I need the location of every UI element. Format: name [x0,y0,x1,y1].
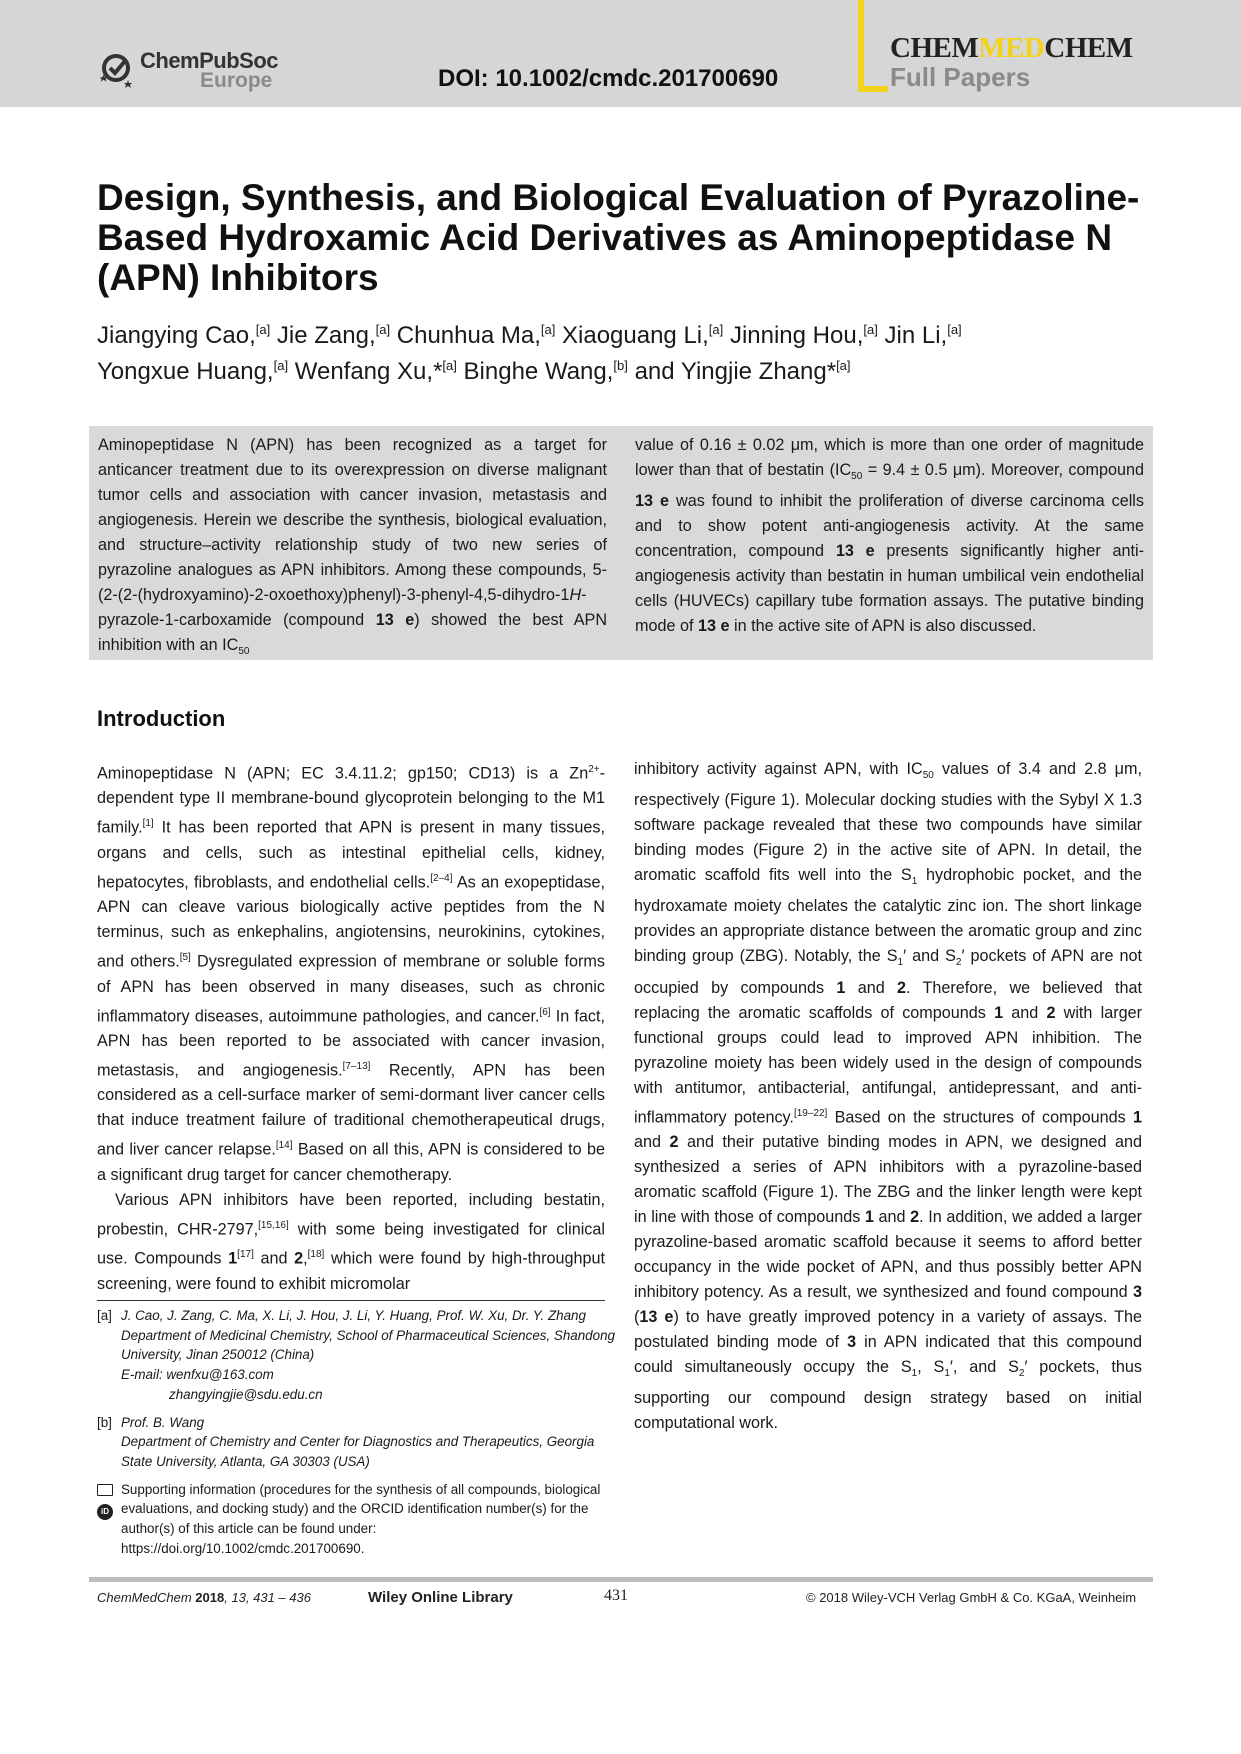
author: Jie Zang, [276,322,376,349]
subscript: 1 [911,876,918,888]
affiliation-marker: [a] [863,322,878,337]
body-text: . Therefore, we believed that replacing the aromatic scaffolds of compounds [634,978,1142,1022]
body-text: Dysregulated expression of membrane or soluble forms of APN has been observed in many diseases, such as chronic inflammatory diseases, autoimmune pathologies, and cancer. [97,952,605,1025]
body-text: hydrophobic pocket, and the hydroxamate moiety chelates the catalytic zinc ion. The short linkage provides an appropriate distance between the aromatic group and zinc binding group (ZBG). Notably, the S [634,866,1142,966]
body-text: and [253,1249,295,1268]
compound-ref: 2 [1046,1003,1056,1022]
supporting-info-text[interactable]: Supporting information (procedures for the synthesis of all compounds, biological evaluations, and docking study) and the ORCID identification number(s) for the author(s) of this article can be found under: https://doi.org/10.1002/cmdc.201700690. [121,1481,601,1556]
wiley-online-library[interactable]: Wiley Online Library [368,1589,513,1606]
author: Jin Li, [884,322,948,349]
abstract-text: was found to inhibit the proliferation of diverse carcinoma cells and to show potent anti-angiogenesis activity. At the same concentration, compound [635,492,1144,561]
brand-med: MED [978,32,1045,64]
footnote-names: Prof. B. Wang [121,1414,205,1430]
body-text: with some being investigated for clinical use. Compounds [97,1220,605,1268]
article-type: Full Papers [890,62,1031,92]
paragraph [634,757,1142,1436]
subscript: 2 [1018,1368,1025,1380]
body-text: inhibitory activity against APN, with IC [634,760,923,778]
affiliation-marker: [a] [375,322,391,337]
abstract-italic: H [569,586,582,604]
logo-sub: Europe [200,69,273,92]
abstract-text: ) showed the best APN inhibition with an IC [98,611,608,654]
footnote-email[interactable]: zhangyingjie@sdu.edu.cn [169,1386,323,1402]
journal-header [0,0,1241,107]
abstract-column-right [635,433,1144,639]
body-text: . In addition, we added a larger pyrazoline-based aromatic scaffold because it seems to afford better occupancy in the wide pocket of APN, and thus possibly better APN inhibitory potency. As a result, we synthesized and found compound [634,1208,1142,1302]
abstract-text: value of 0.16 ± 0.02 μm, which is more than one order of magnitude lower than that of bestatin (IC [635,436,1144,479]
compound-ref: 3 [847,1333,857,1352]
affiliation-marker: [a] [947,322,962,337]
comma: , [303,1249,308,1268]
compound-ref: 1 [864,1208,874,1227]
body-text: and their putative binding modes in APN, we designed and synthesized a series of APN inhibitors with a pyrazoline-based aromatic scaffold (Figure 1). The ZBG and the linker length were kept in line with those of compounds [634,1133,1142,1227]
page-number: 431 [604,1587,628,1604]
abstract-text: = 9.4 ± 0.5 μm). Moreover, compound [862,461,1144,479]
citation-ref[interactable]: [5] [179,952,191,964]
citation-ref[interactable]: [2–4] [430,872,453,884]
body-text: -dependent type II membrane-bound glycoprotein belonging to the M1 family. [97,764,605,837]
compound-ref: 1 [228,1249,238,1268]
footnote-address: Department of Medicinal Chemistry, School of Pharmaceutical Sciences, Shandong University, Jinan 250012 (China) [121,1327,615,1363]
body-text: ′ and S [903,947,956,966]
subscript: 1 [944,1368,950,1380]
paragraph [97,1188,605,1297]
body-text: and [873,1208,911,1227]
chempubsoc-logo-icon [98,46,140,88]
body-text: Recently, APN has been considered as a cell-surface marker of semi-dormant liver cancer cells that induce treatment failure of traditional chemotherapeutical drugs, and liver cancer relapse. [97,1061,606,1159]
citation-ref[interactable]: [18] [307,1249,325,1261]
author: and Yingjie Zhang* [634,358,837,385]
citation-ref[interactable]: [19–22] [793,1107,828,1119]
subscript: 2 [955,957,962,969]
abstract-text: presents significantly higher anti-angiogenesis activity than bestatin in human umbilical vein endothelial cells (HUVECs) capillary tube formation assays. The putative binding mode of [635,542,1144,636]
subscript: 50 [851,471,863,483]
author: Chunhua Ma, [396,322,541,349]
journal-year: 2018 [195,1590,225,1605]
body-text: , S [917,1358,945,1377]
body-text: and [634,1133,670,1152]
body-text: ( [634,1308,640,1327]
body-text: ′ pockets of APN are not occupied by compounds [634,947,1142,997]
footer-rule [89,1577,1153,1582]
compound-ref: 1 [836,978,846,997]
compound-ref: 3 [1132,1283,1142,1302]
citation-line: ChemMedChem 2018, 13, 431 – 436 [97,1590,311,1605]
brand-accent-foot [858,86,888,92]
body-text: As an exopeptidase, APN can cleave various biologically active peptides from the N terminus, such as enkephalins, angiotensins, neurokinins, cytokines, and others. [97,873,606,971]
brand-post: CHEM [1044,32,1133,64]
journal-brand [890,32,1133,65]
compound-ref: 2 [669,1133,679,1152]
brand-accent-bar [858,0,864,92]
compound-ref: 13 e [835,542,875,561]
brand-pre: CHEM [890,32,979,64]
supporting-information [97,1480,617,1559]
body-text: Aminopeptidase N (APN; EC 3.4.11.2; gp150; CD13) is a Zn [97,764,589,783]
affiliation-marker: [a] [540,322,556,337]
body-text: Various APN inhibitors have been reported, including bestatin, probestin, CHR-2797, [97,1190,605,1239]
body-text: with larger functional groups could lead to improved APN inhibition. The pyrazoline moiety has been widely used in the design of compounds with antitumor, antibacterial, antifungal, antidepressant, and anti-inflammatory potency. [634,1003,1142,1127]
compound-ref: 13 e [635,492,670,511]
abstract-text: in the active site of APN is also discussed. [729,617,1037,636]
footnotes [97,1306,617,1558]
abstract-column-left [98,433,607,664]
citation-ref[interactable]: [14] [275,1140,293,1152]
compound-ref: 13 e [698,617,730,636]
affiliation-marker: [a] [708,322,724,337]
affiliation-marker: [a] [255,322,271,337]
orcid-icon: iD [97,1504,113,1520]
footnote-affiliation-b [97,1413,617,1472]
body-column-right [634,757,1142,1436]
body-text: values of 3.4 and 2.8 μm, respectively (Figure 1). Molecular docking studies with the Sybyl X 1.3 software package revealed that these two compounds have similar binding modes (Figure 2) in the active site of APN. In detail, the aromatic scaffold fits well into the S [634,760,1142,885]
abstract-text: -pyrazole-1-carboxamide (compound [98,586,587,629]
abstract-text: Aminopeptidase N (APN) has been recognized as a target for anticancer treatment due to its overexpression on diverse malignant tumor cells and association with cancer invasion, metastasis and angiogenesis. Herein we describe the synthesis, biological evaluation, and structure–activity relationship study of two new series of pyrazoline analogues as APN inhibitors. Among these compounds, 5-(2-(2-(hydroxyamino)-2-oxoethoxy)phenyl)-3-phenyl-4,5-dihydro-1 [98,436,607,604]
chempubsoc-logo[interactable] [98,46,279,94]
compound-ref: 13 e [375,611,415,629]
citation-ref[interactable]: [6] [539,1006,551,1018]
subscript: 1 [897,957,904,969]
footnote-address: Department of Chemistry and Center for Diagnostics and Therapeutics, Georgia State University, Atlanta, GA 30303 (USA) [121,1434,595,1469]
citation-ref[interactable]: [1] [142,818,154,830]
footnote-rule [97,1300,605,1301]
body-text: and [845,978,897,997]
citation-ref[interactable]: [7–13] [342,1060,371,1072]
body-text: ′, and S [949,1358,1019,1377]
compound-ref: 2 [910,1208,920,1227]
body-text: ) to have greatly improved potency in a variety of assays. The postulated binding mode of [634,1308,1142,1352]
author: Jiangying Cao, [97,322,256,349]
computer-icon [97,1484,113,1496]
compound-ref: 13 e [639,1308,674,1327]
journal-volume: 13 [231,1590,246,1605]
abstract-box [89,426,1153,660]
body-text: ′ pockets, thus supporting our compound design strategy based on initial computational work. [634,1358,1142,1433]
compound-ref: 1 [994,1003,1004,1022]
body-text: In fact, APN has been reported to be associated with cancer invasion, metastasis, and angiogenesis. [97,1006,605,1080]
author: Yongxue Huang, [97,358,274,385]
citation-ref[interactable]: [15,16] [258,1219,289,1231]
author: Binghe Wang, [463,358,614,385]
affiliation-marker: [a] [442,358,457,373]
author-list [97,315,1147,387]
body-text: which were found by high-throughput screening, were found to exhibit micromolar [97,1249,605,1293]
footnote-tag: [b] [97,1414,112,1430]
compound-ref: 2 [294,1249,304,1268]
body-text: and [1003,1003,1047,1022]
citation-ref[interactable]: [17] [237,1249,254,1261]
journal-name: ChemMedChem [97,1590,192,1605]
subscript: 1 [911,1368,918,1380]
copyright: © 2018 Wiley-VCH Verlag GmbH & Co. KGaA, Weinheim [806,1590,1137,1605]
footnote-names: J. Cao, J. Zang, C. Ma, X. Li, J. Hou, J. Li, Y. Huang, Prof. W. Xu, Dr. Y. Zhang [121,1308,586,1323]
compound-ref: 1 [1132,1108,1142,1127]
body-text: Based on the structures of compounds [827,1108,1133,1127]
body-text: in APN indicated that this compound could simultaneously occupy the S [634,1333,1142,1377]
logo-name: ChemPubSoc [140,48,279,73]
section-heading-introduction: Introduction [97,706,226,731]
author: Xiaoguang Li, [562,322,709,349]
article-title: Design, Synthesis, and Biological Evaluation of Pyrazoline-Based Hydroxamic Acid Derivatives as Aminopeptidase N (APN) Inhibitors [97,177,1140,298]
compound-ref: 2 [897,978,907,997]
subscript: 50 [238,646,250,658]
subscript: 50 [922,770,934,782]
footnote-email[interactable]: E-mail: wenfxu@163.com [121,1367,274,1383]
body-text: It has been reported that APN is present in many tissues, organs and cells, such as intestinal epithelial cells, kidney, hepatocytes, fibroblasts, and endothelial cells. [97,818,605,892]
affiliation-marker: [b] [613,358,628,373]
superscript: 2+ [588,764,600,775]
doi[interactable]: DOI: 10.1002/cmdc.201700690 [438,65,779,92]
footnote-tag: [a] [97,1308,112,1323]
journal-pages: , 431 – 436 [245,1590,311,1605]
affiliation-marker: [a] [836,358,851,373]
footnote-affiliation-a [97,1306,617,1405]
author: Wenfang Xu,* [294,358,443,385]
body-text: Based on all this, APN is considered to be a significant drug target for cancer chemotherapy. [97,1140,606,1184]
paragraph [97,757,605,1188]
affiliation-marker: [a] [273,358,289,373]
body-column-left [97,757,605,1297]
author: Jinning Hou, [729,322,864,349]
